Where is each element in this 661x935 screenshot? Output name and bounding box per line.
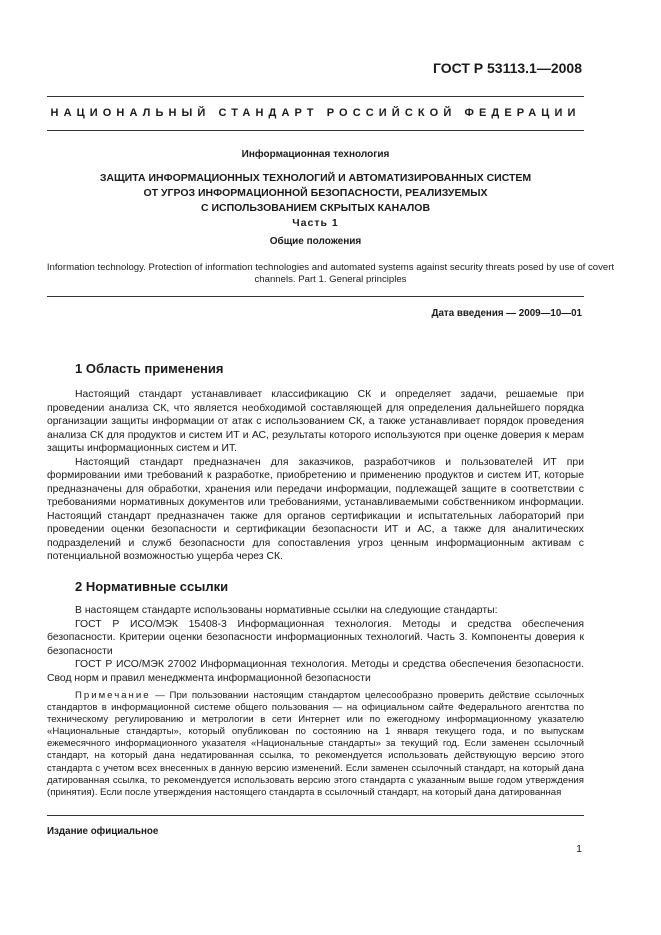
section-2-body <box>47 604 584 685</box>
part-label: Часть 1 <box>292 217 339 229</box>
note-paragraph <box>47 690 584 799</box>
note-block <box>47 690 584 799</box>
footer-rule <box>47 815 584 816</box>
section-2-paragraph: В настоящем стандарте использованы нормативные ссылки на следующие стандарты: <box>75 605 498 616</box>
section-2-reference: ГОСТ Р ИСО/МЭК 15408-3 Информационная технология. Методы и средства обеспечения безопасности. Критерии оценки безопасности информационных технологий. Часть 3. Компоненты доверия к безопасности <box>47 618 584 657</box>
note-label: Примечание <box>75 690 151 701</box>
intro-date: Дата введения — 2009—10—01 <box>431 308 582 319</box>
note-text: — При пользовании настоящим стандартом целесообразно проверить действие ссылочных стандартов в информационной системе общего пользования — на официальном сайте Федерального агентства по техническому регулированию и метрологии в сети Интернет или по ежегодному информационному указателю «Национальные стандарты», который опубликован по состоянию на 1 января текущего года, и по выпускам ежемесячного информационного указателя «Национальные стандарты» за текущий год. Если заменен ссылочный стандарт, на который дана недатированная ссылка, то рекомендуется использовать действующую версию этого стандарта с учетом всех внесенных в данную версию изменений. Если заменен ссылочный стандарт, на который дана датированная ссылка, то рекомендуется использовать версию этого стандарта с указанным выше годом утверждения (принятия). Если после утверждения настоящего стандарта в ссылочный стандарт, на который дана датированная <box>47 690 584 798</box>
gost-number: ГОСТ Р 53113.1—2008 <box>432 60 582 76</box>
title-line-2: ОТ УГРОЗ ИНФОРМАЦИОННОЙ БЕЗОПАСНОСТИ, РЕАЛИЗУЕМЫХ <box>143 187 488 199</box>
section-1-body <box>47 388 584 564</box>
title-rule <box>47 296 584 297</box>
page-number: 1 <box>576 843 582 855</box>
document-title <box>47 171 584 216</box>
section-1-paragraph: Настоящий стандарт устанавливает классификацию СК и определяет задачи, решаемые при проведении анализа СК, что является необходимой составляющей для определения дальнейшего порядка организации защиты информации от атак с использованием СК, а также устанавливает порядок проведения анализа СК для продуктов и систем ИТ и АС, результаты которого используются при оценке доверия к мерам защиты информационных систем и ИТ. <box>47 389 584 454</box>
edition-label: Издание официальное <box>47 826 159 837</box>
header-rule <box>47 130 584 131</box>
title-line-3: С ИСПОЛЬЗОВАНИЕМ СКРЫТЫХ КАНАЛОВ <box>200 202 431 214</box>
section-2-reference: ГОСТ Р ИСО/МЭК 27002 Информационная технология. Методы и средства обеспечения безопасности. Свод норм и правил менеджмента информационной безопасности <box>47 659 584 684</box>
national-standard-heading: НАЦИОНАЛЬНЫЙ СТАНДАРТ РОССИЙСКОЙ ФЕДЕРАЦИИ <box>50 107 581 119</box>
field-title: Информационная технология <box>241 149 390 160</box>
top-rule <box>47 96 584 97</box>
section-1-heading: 1 Область применения <box>75 361 224 376</box>
english-title: Information technology. Protection of information technologies and automated systems against security threats posed by use of covert channels. Part 1. General principles <box>46 262 615 285</box>
section-1-paragraph: Настоящий стандарт предназначен для заказчиков, разработчиков и пользователей ИТ при формировании ими требований к разработке, приобретению и применению продуктов и систем ИТ, которые предназначены для обработки, хранения или передачи информации, подлежащей защите в соответствии с требованиями нормативных документов или требованиями, устанавливаемыми собственником информации. Настоящий стандарт предназначен также для органов сертификации и испытательных лабораторий при проведении оценки безопасности и сертификации безопасности ИТ и АС, а также для аналитических подразделений и служб безопасности для сопоставления угроз ценным информационным активам с потенциальной возможностью ущерба через СК. <box>47 456 584 562</box>
section-2-heading: 2 Нормативные ссылки <box>75 579 229 594</box>
title-line-1: ЗАЩИТА ИНФОРМАЦИОННЫХ ТЕХНОЛОГИЙ И АВТОМАТИЗИРОВАННЫХ СИСТЕМ <box>99 172 532 184</box>
subtitle: Общие положения <box>269 236 362 247</box>
